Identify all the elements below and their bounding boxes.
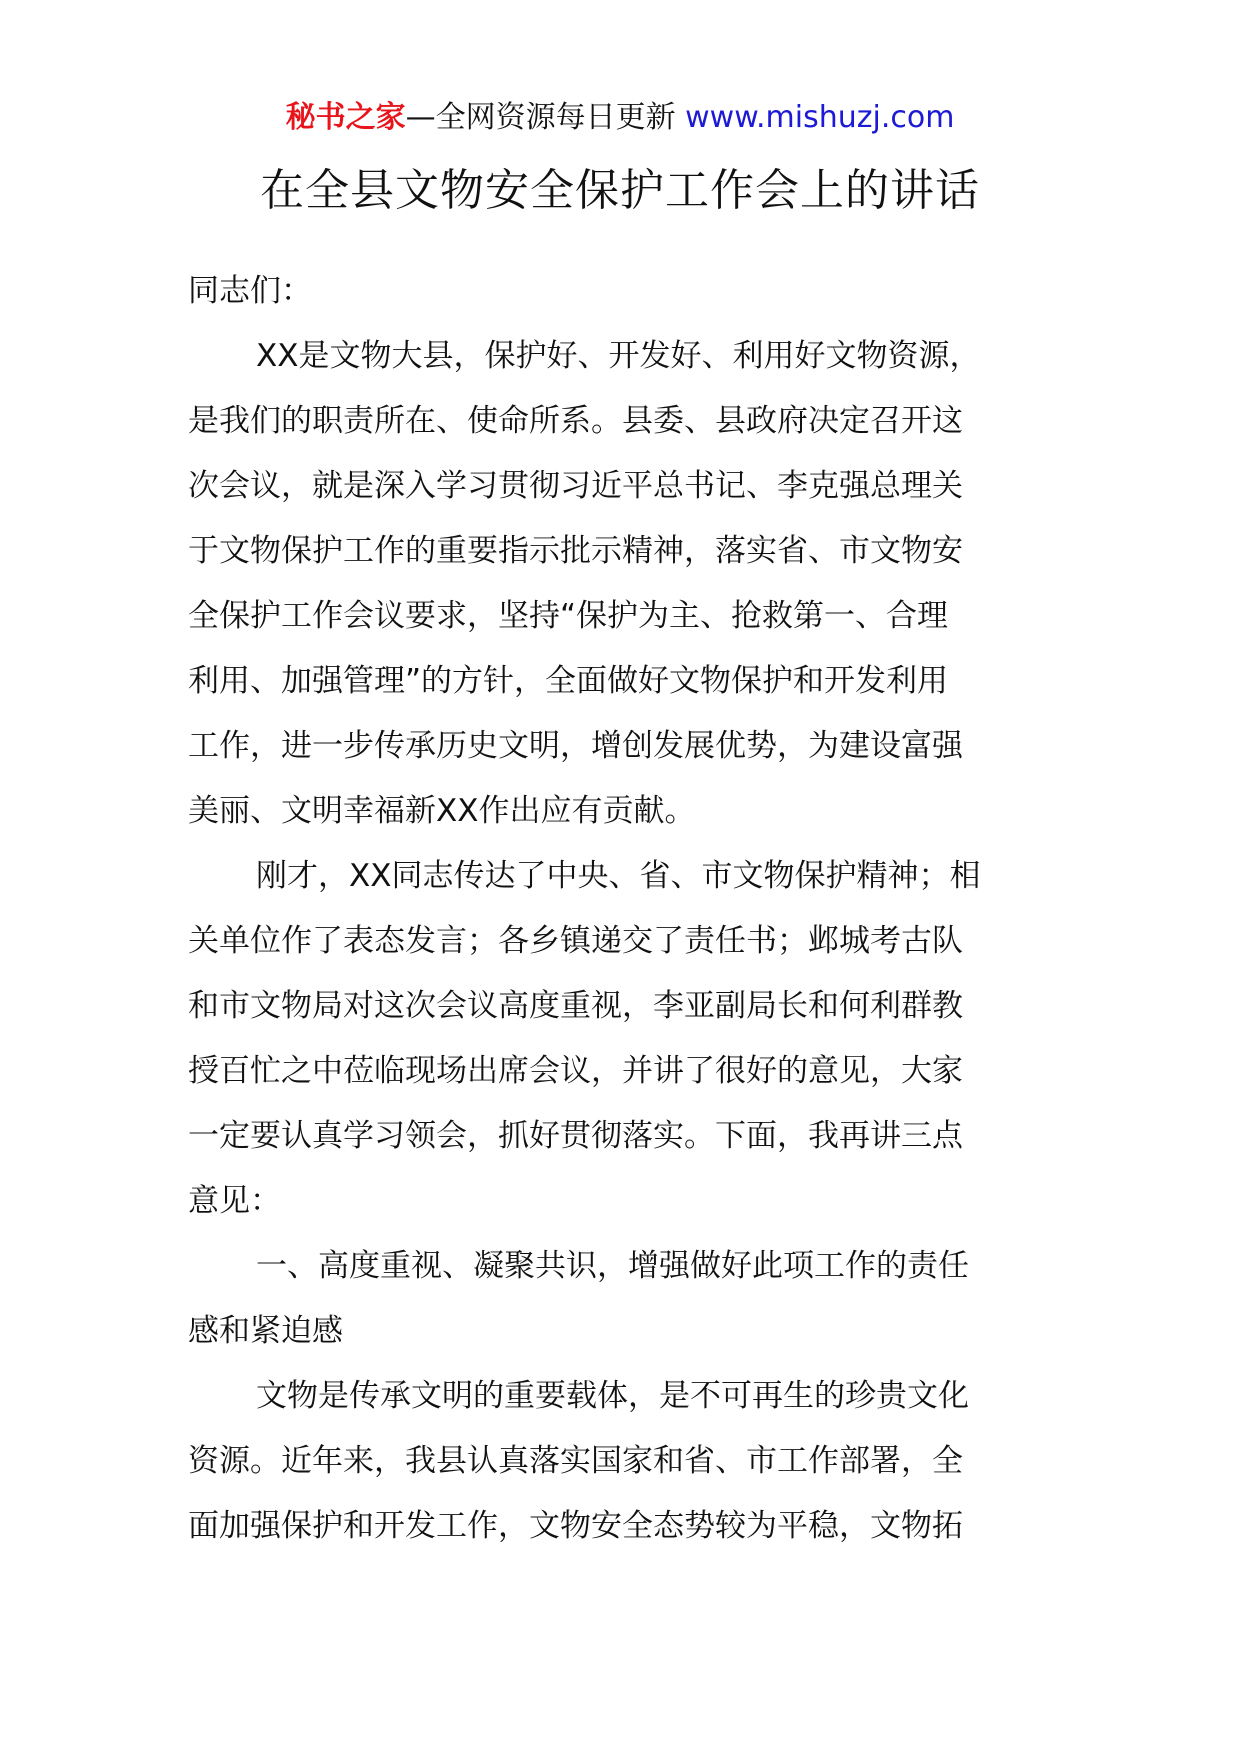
salutation: 同志们： <box>188 273 312 309</box>
paragraph-line: 利用、加强管理”的方针，全面做好文物保护和开发利用 <box>188 663 949 699</box>
paragraph-line: 是我们的职责所在、使命所系。县委、县政府决定召开这 <box>188 403 963 439</box>
paragraph-line: 关单位作了表态发言；各乡镇递交了责任书；邺城考古队 <box>188 923 963 959</box>
paragraph-line: 次会议，就是深入学习贯彻习近平总书记、李克强总理关 <box>188 468 963 504</box>
paragraph-line: XX是文物大县，保护好、开发好、利用好文物资源， <box>256 338 981 374</box>
section-heading: 一、高度重视、凝聚共识，增强做好此项工作的责任 <box>256 1248 969 1284</box>
paragraph-line: 刚才，XX同志传达了中央、省、市文物保护精神；相 <box>256 858 981 894</box>
brand-name: 秘书之家 <box>285 100 406 135</box>
paragraph-line: 授百忙之中莅临现场出席会议，并讲了很好的意见，大家 <box>188 1053 963 1089</box>
site-url[interactable]: www.mishuzj.com <box>685 100 955 135</box>
paragraph-line: 美丽、文明幸福新XX作出应有贡献。 <box>188 793 696 829</box>
paragraph-line: 面加强保护和开发工作，文物安全态势较为平稳，文物拓 <box>188 1508 963 1544</box>
banner-tagline: —全网资源每日更新 <box>405 100 676 135</box>
paragraph-line: 一定要认真学习领会，抓好贯彻落实。下面，我再讲三点 <box>188 1118 963 1154</box>
paragraph-line: 资源。近年来，我县认真落实国家和省、市工作部署，全 <box>188 1443 963 1479</box>
paragraph-line: 文物是传承文明的重要载体，是不可再生的珍贵文化 <box>256 1378 969 1414</box>
document-body <box>188 259 1046 1559</box>
paragraph-line: 工作，进一步传承历史文明，增创发展优势，为建设富强 <box>188 728 963 764</box>
section-heading: 感和紧迫感 <box>188 1313 343 1349</box>
document-title: 在全县文物安全保护工作会上的讲话 <box>260 165 980 216</box>
paragraph-line: 于文物保护工作的重要指示批示精神，落实省、市文物安 <box>188 533 963 569</box>
paragraph-line: 和市文物局对这次会议高度重视，李亚副局长和何利群教 <box>188 988 963 1024</box>
site-banner <box>0 98 1240 138</box>
paragraph-line: 全保护工作会议要求，坚持“保护为主、抢救第一、合理 <box>188 598 949 634</box>
paragraph-line: 意见： <box>188 1183 281 1219</box>
